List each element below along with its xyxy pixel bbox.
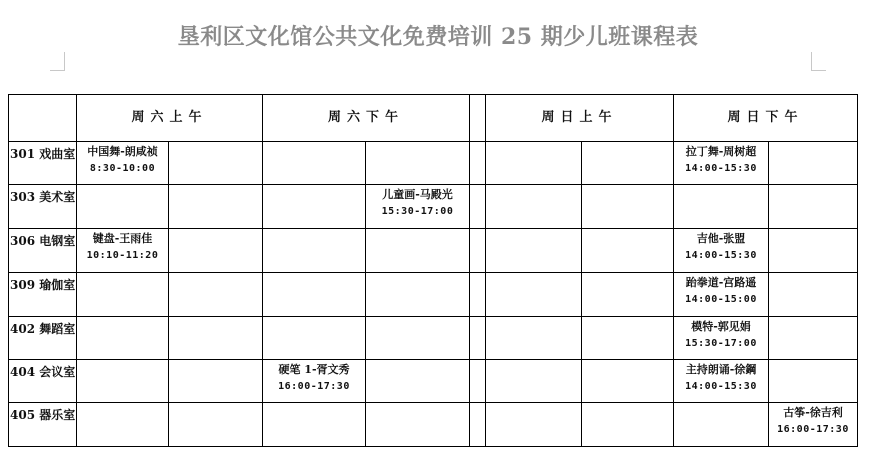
course-time: 15:30-17:00 xyxy=(685,338,757,349)
course-entry xyxy=(674,274,768,308)
course-name: 硬笔 1-胥文秀 xyxy=(278,363,350,376)
course-time: 10:10-11:20 xyxy=(86,250,159,261)
table-col-divider xyxy=(581,141,582,447)
table-row-divider xyxy=(8,141,858,142)
course-name: 古筝-徐吉利 xyxy=(783,406,843,419)
course-name: 主持朗诵-徐鋼 xyxy=(685,363,757,376)
table-col-divider xyxy=(469,94,470,447)
course-entry xyxy=(674,318,768,352)
table-col-divider xyxy=(768,141,769,447)
course-time: 16:00-17:30 xyxy=(278,381,350,392)
table-row-divider xyxy=(8,272,858,273)
table-row-divider xyxy=(8,228,858,229)
course-name: 拉丁舞-周树超 xyxy=(685,145,757,158)
course-name: 吉他-张盟 xyxy=(696,232,746,245)
course-name: 儿童画-马殿光 xyxy=(382,188,453,201)
course-time: 14:00-15:30 xyxy=(685,250,757,261)
table-col-divider xyxy=(485,94,486,447)
header-saturday-afternoon: 周六下午 xyxy=(327,110,404,125)
table-row-divider xyxy=(8,184,858,185)
course-entry xyxy=(77,143,168,177)
course-entry xyxy=(263,361,365,395)
table-row-divider xyxy=(8,402,858,403)
course-name: 中国舞-朗咸祯 xyxy=(87,145,158,158)
crop-mark-left xyxy=(50,52,65,71)
room-label: 301 戏曲室 xyxy=(10,147,76,161)
room-label: 303 美术室 xyxy=(10,190,76,204)
room-label: 404 会议室 xyxy=(10,365,76,379)
course-entry xyxy=(674,230,768,264)
course-time: 14:00-15:30 xyxy=(685,163,757,174)
course-entry xyxy=(674,361,768,395)
table-border-left xyxy=(8,94,9,447)
table-row-divider xyxy=(8,316,858,317)
room-label: 402 舞蹈室 xyxy=(10,322,76,336)
table-col-divider xyxy=(168,141,169,447)
course-entry xyxy=(366,186,469,220)
course-time: 15:30-17:00 xyxy=(381,206,454,217)
room-label: 306 电钢室 xyxy=(10,234,76,248)
header-sunday-afternoon: 周日下午 xyxy=(727,110,804,125)
header-sunday-morning: 周日上午 xyxy=(541,110,618,125)
course-name: 跆拳道-宫路遥 xyxy=(685,276,757,289)
course-time: 8:30-10:00 xyxy=(89,163,156,174)
page-title: 垦利区文化馆公共文化免费培训 25 期少儿班课程表 xyxy=(177,24,699,50)
room-label: 309 瑜伽室 xyxy=(10,278,76,292)
course-time: 14:00-15:00 xyxy=(685,294,757,305)
course-name: 键盘-王雨佳 xyxy=(92,232,153,245)
table-border-bottom xyxy=(8,446,858,447)
room-label: 405 器乐室 xyxy=(10,408,76,422)
header-saturday-morning: 周六上午 xyxy=(131,110,208,125)
course-name: 模特-郭见娟 xyxy=(691,320,751,333)
course-entry xyxy=(674,143,768,177)
crop-mark-right xyxy=(811,52,826,71)
course-time: 16:00-17:30 xyxy=(777,424,849,435)
course-entry xyxy=(769,404,857,438)
table-row-divider xyxy=(8,359,858,360)
table-border-right xyxy=(857,94,858,447)
course-time: 14:00-15:30 xyxy=(685,381,757,392)
course-entry xyxy=(77,230,168,264)
